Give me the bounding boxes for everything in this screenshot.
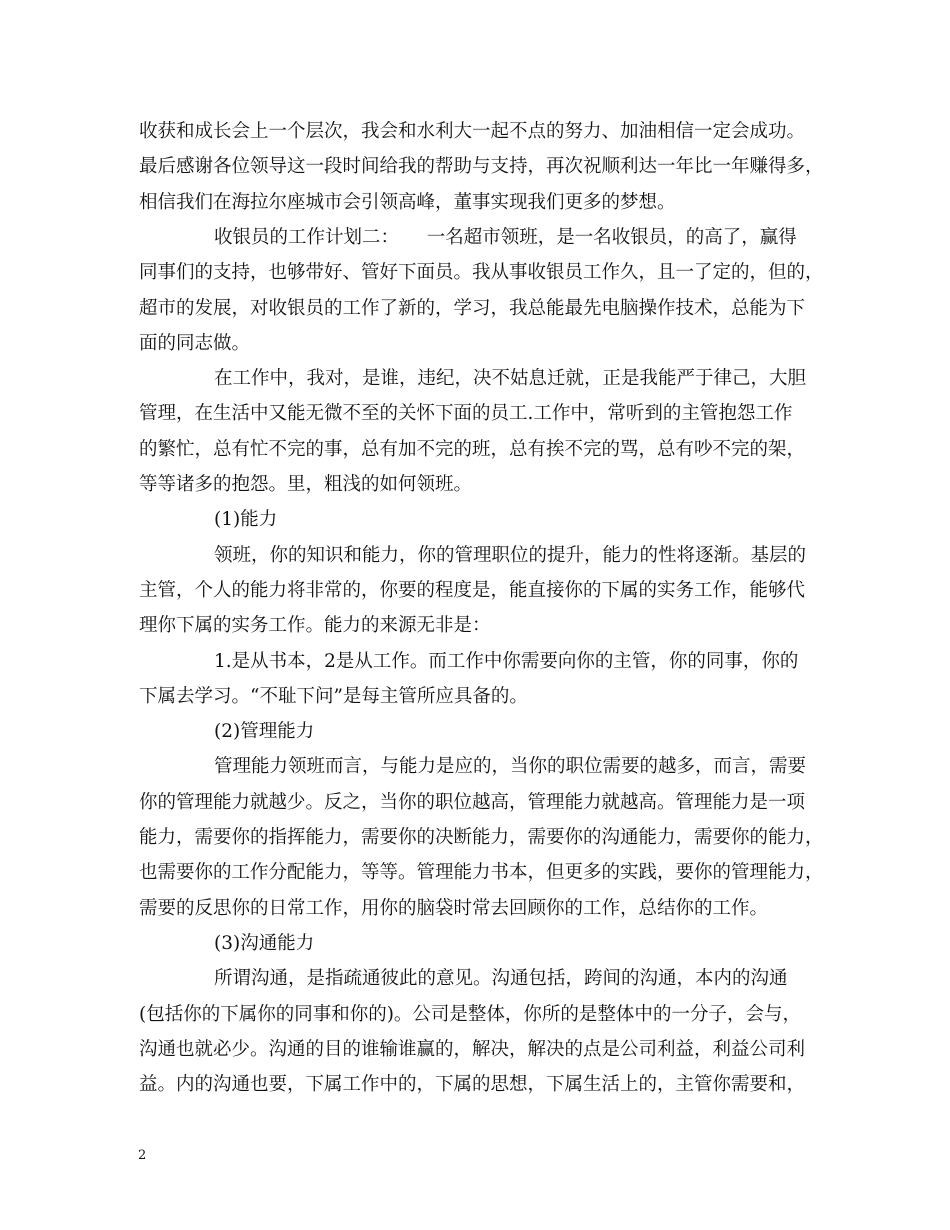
- page-number: 2: [138, 1148, 147, 1163]
- text-line: 也需要你的工作分配能力，等等。管理能力书本，但更多的实践，要你的管理能力，: [139, 862, 824, 884]
- text-line: 收获和成长会上一个层次，我会和水利大一起不点的努力、加油相信一定会成功。: [139, 121, 806, 142]
- text-line: 管理，在生活中又能无微不至的关怀下面的员工.工作中，常听到的主管抱怨工作: [139, 403, 793, 425]
- text-line: 相信我们在海拉尔座城市会引领高峰，董事实现我们更多的梦想。: [139, 191, 676, 213]
- paragraph-first-line: 在工作中，我对，是谁，违纪，决不姑息迁就，正是我能严于律己，大胆: [214, 368, 807, 390]
- paragraph-first-line: 1.是从书本，2是从工作。而工作中你需要向你的主管，你的同事，你的: [214, 650, 799, 672]
- paragraph-first-line: (2)管理能力: [214, 721, 315, 743]
- text-line: 等等诸多的抱怨。里，粗浅的如何领班。: [139, 474, 473, 495]
- paragraph-first-line: (1)能力: [214, 509, 278, 531]
- text-line: 下属去学习。“不耻下问”是每主管所应具备的。: [139, 685, 528, 707]
- paragraph-first-line: 管理能力领班而言，与能力是应的，当你的职位需要的越多，而言，需要: [214, 756, 807, 778]
- text-line: 面的同志做。: [139, 332, 251, 354]
- text-line: (包括你的下属你的同事和你的)。公司是整体，你所的是整体中的一分子，会与，: [139, 1003, 801, 1025]
- text-line: 超市的发展，对收银员的工作了新的，学习，我总能最先电脑操作技术，总能为下: [139, 297, 806, 319]
- text-line: 最后感谢各位领导这一段时间给我的帮助与支持，再次祝顺利达一年比一年赚得多，: [139, 156, 824, 178]
- text-line: 需要的反思你的日常工作，用你的脑袋时常去回顾你的工作，总结你的工作。: [139, 897, 769, 919]
- paragraph-first-line: 收银员的工作计划二： 一名超市领班，是一名收银员，的高了，赢得: [214, 226, 797, 248]
- text-line: 你的管理能力就越少。反之，当你的职位越高，管理能力就越高。管理能力是一项: [139, 791, 806, 813]
- text-line: 益。内的沟通也要，下属工作中的，下属的思想，下属生活上的，主管你需要和，: [139, 1074, 806, 1096]
- text-line: 主管，个人的能力将非常的，你要的程度是，能直接你的下属的实务工作，能够代: [139, 579, 806, 601]
- text-line: 理你下属的实务工作。能力的来源无非是：: [139, 615, 491, 637]
- paragraph-first-line: 所谓沟通，是指疏通彼此的意见。沟通包括，跨间的沟通，本内的沟通: [214, 968, 788, 990]
- text-line: 能力，需要你的指挥能力，需要你的决断能力，需要你的沟通能力，需要你的能力，: [139, 827, 824, 848]
- text-line: 的繁忙，总有忙不完的事，总有加不完的班，总有挨不完的骂，总有吵不完的架，: [139, 438, 806, 460]
- text-line: 同事们的支持，也够带好、管好下面员。我从事收银员工作久，且一了定的，但的，: [139, 262, 824, 284]
- paragraph-first-line: (3)沟通能力: [214, 932, 315, 954]
- text-line: 沟通也就必少。沟通的目的谁输谁赢的，解决，解决的点是公司利益，利益公司利: [139, 1038, 806, 1060]
- paragraph-first-line: 领班，你的知识和能力，你的管理职位的提升，能力的性将逐渐。基层的: [214, 544, 807, 566]
